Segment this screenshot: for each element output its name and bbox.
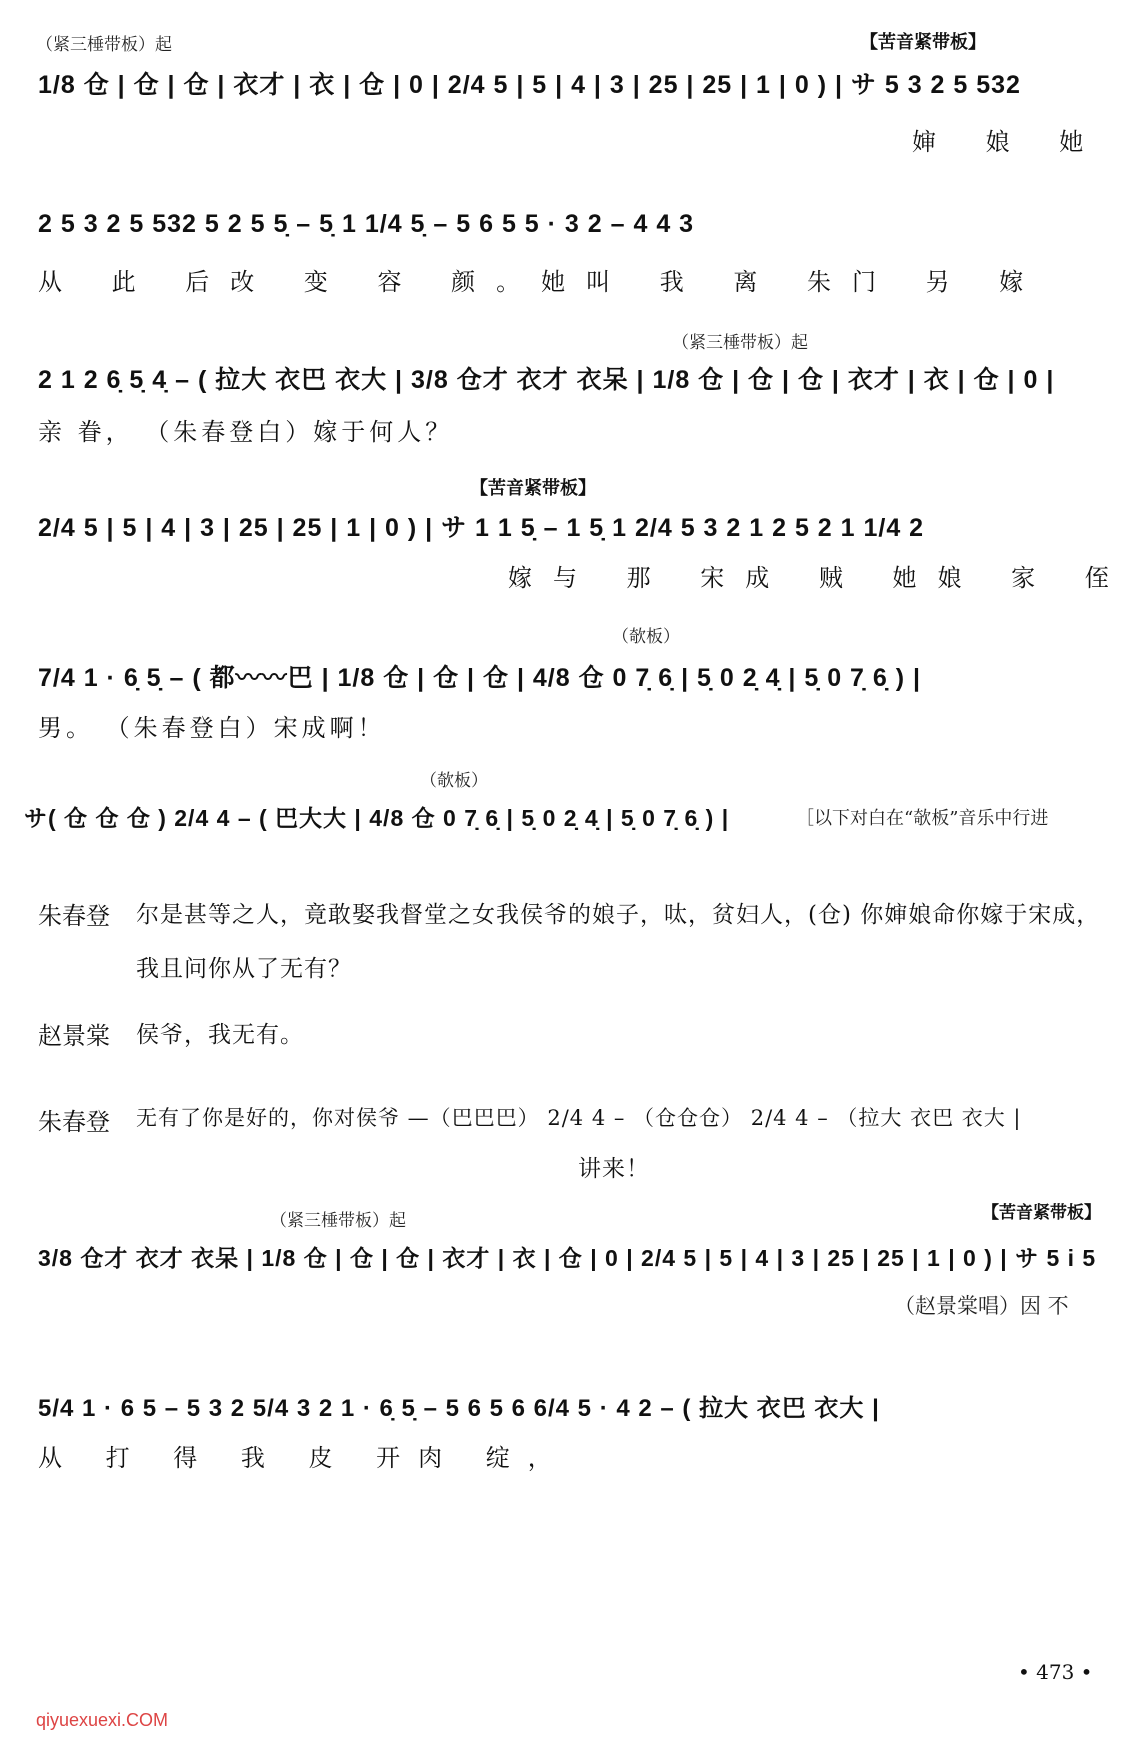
marker-qi-ban-1: （欹板） <box>612 627 680 647</box>
marker-jin-san-chui-1: （紧三棰带板）起 <box>36 35 172 55</box>
notation-line-4: 2/4 5 | 5 | 4 | 3 | 25 | 25 | 1 | 0 ) | サ 1 1 5̣ – 1 5̣ 1 2/4 5 3 2 1 2 5 2 1 1/4 2 <box>38 514 925 542</box>
lyric-line-1: 婶 娘 她 <box>912 128 1105 156</box>
marker-jin-san-chui-3: （紧三棰带板）起 <box>270 1211 406 1231</box>
lyric-line-2: 从 此 后改 变 容 颜。她叫 我 离 朱门 另 嫁 <box>38 268 1045 296</box>
header-ku-yin-3: 【苦音紧带板】 <box>982 1203 1101 1223</box>
notation-line-5: 7/4 1 · 6̣ 5̣ – ( 都〰〰巴 | 1/8 仓 | 仓 | 仓 | 4/8 仓 0 7̣ 6̣ | 5̣ 0 2̣ 4̣ | 5̣ 0 7̣ 6̣ ) | <box>38 664 922 692</box>
notation-line-8: 5/4 1 · 6 5 – 5 3 2 5/4 3 2 1 · 6̣ 5̣ – 5 6 5 6 6/4 5 · 4 2 – ( 拉大 衣巴 衣大 | <box>38 1395 880 1422</box>
dialogue-line-2: 侯爷，我无有。 <box>136 1022 304 1048</box>
header-ku-yin-2: 【苦音紧带板】 <box>470 478 596 499</box>
notation-line-6: サ( 仓 仓 仓 ) 2/4 4 – ( 巴大大 | 4/8 仓 0 7̣ 6̣ | 5̣ 0 2̣ 4̣ | 5̣ 0 7̣ 6̣ ) | <box>24 805 730 831</box>
page-number: • 473 • <box>1018 1660 1093 1684</box>
dialogue-line-3b: 讲来！ <box>578 1156 650 1182</box>
notation-line-2: 2 5 3 2 5 532 5 2 5 5̣ – 5̣ 1 1/4 5̣ – 5 6 5 5 · 3 2 – 4 4 3 <box>38 210 695 238</box>
dialogue-line-3a: 无有了你是好的，你对侯爷 —（巴巴巴） 2/4 4 – （仓仓仓） 2/4 4 – （拉大 衣巴 衣大 | <box>136 1106 1022 1130</box>
notation-line-1: 1/8 仓 | 仓 | 仓 | 衣才 | 衣 | 仓 | 0 | 2/4 5 | 5 | 4 | 3 | 25 | 25 | 1 | 0 ) | サ 5 3 2 5 532 <box>38 71 1021 99</box>
lyric-line-5: 男。 （朱春登白）宋成啊！ <box>38 714 386 742</box>
dialogue-line-1b: 我且问你从了无有？ <box>136 956 352 982</box>
side-note-qi-ban: ［以下对白在“欹板”音乐中行进 <box>796 808 1049 829</box>
marker-jin-san-chui-2: （紧三棰带板）起 <box>672 333 808 353</box>
speaker-zhao-jing-tang: 赵景棠 <box>38 1022 110 1050</box>
notation-line-7: 3/8 仓才 衣才 衣呆 | 1/8 仓 | 仓 | 仓 | 衣才 | 衣 | 仓 | 0 | 2/4 5 | 5 | 4 | 3 | 25 | 25 | 1 | 0 ) | サ 5 i 5 <box>38 1245 1097 1271</box>
lyric-line-3: 亲 眷， （朱春登白）嫁于何人？ <box>38 418 454 446</box>
speaker-zhu-chun-deng-2: 朱春登 <box>38 1108 110 1136</box>
dialogue-line-1a: 尔是甚等之人，竟敢娶我督堂之女我侯爷的娘子，呔，贫妇人，(仓) 你婶娘命你嫁于宋成， <box>136 902 1101 928</box>
lyric-line-8: 从 打 得 我 皮 开肉 绽， <box>38 1444 570 1472</box>
marker-qi-ban-2: （欹板） <box>420 771 488 791</box>
header-ku-yin-1: 【苦音紧带板】 <box>860 32 986 53</box>
notation-line-3: 2 1 2 6̣ 5̣ 4̣ – ( 拉大 衣巴 衣大 | 3/8 仓才 衣才 衣呆 | 1/8 仓 | 仓 | 仓 | 衣才 | 衣 | 仓 | 0 | <box>38 366 1055 394</box>
lyric-line-4: 嫁与 那 宋成 贼 她娘 家 侄 <box>508 564 1130 592</box>
lyric-line-7: （赵景棠唱）因 不 <box>894 1294 1069 1318</box>
watermark: qiyuexuexi.COM <box>36 1710 169 1730</box>
speaker-zhu-chun-deng-1: 朱春登 <box>38 902 110 930</box>
